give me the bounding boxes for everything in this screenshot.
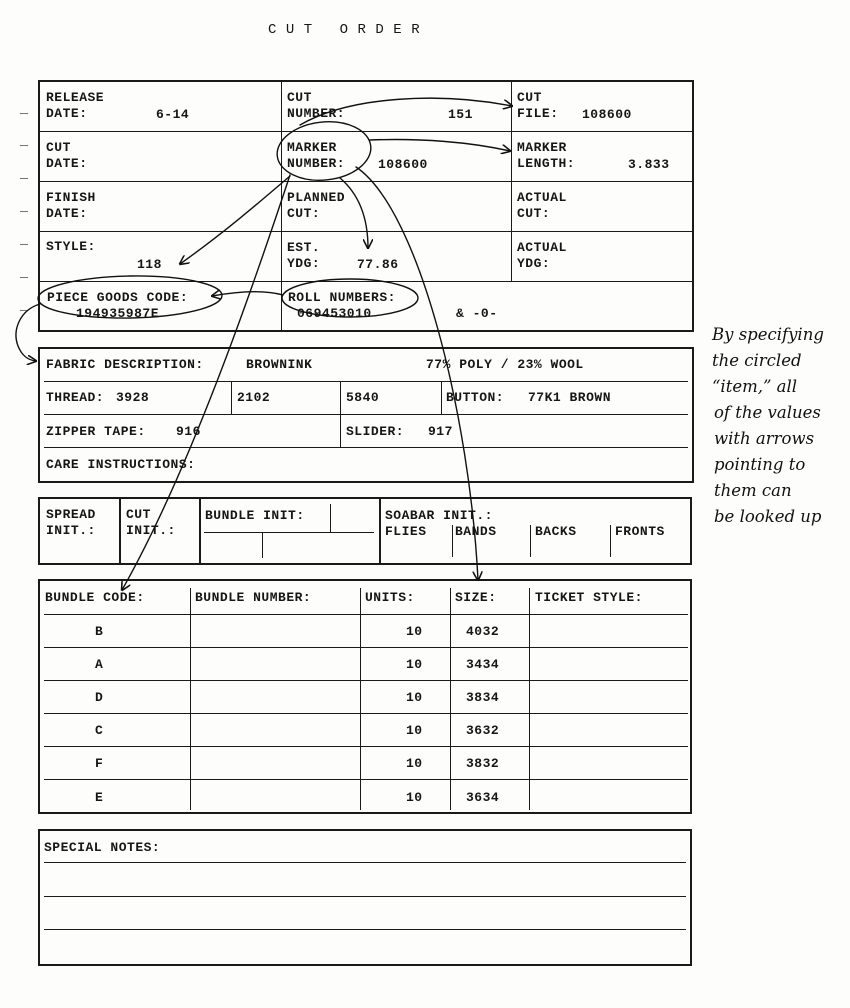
fabric-description-value: BROWNINK [246,357,313,372]
annotation-line: the circled [712,351,802,370]
style-value: 118 [137,257,162,272]
cut-init-label: CUT [126,507,151,522]
cut-number-value: 151 [448,107,473,122]
zipper-tape-value: 916 [176,424,201,439]
actual-ydg-label: ACTUAL [517,240,567,255]
units-cell: 10 [406,756,423,771]
bands-label: BANDS [455,524,497,539]
units-cell: 10 [406,624,423,639]
column-header: SIZE: [455,590,497,605]
piece-goods-circle [38,274,223,319]
arrow-to-size [356,167,478,580]
units-cell: 10 [406,690,423,705]
arrow-to-est-ydg [340,178,368,248]
marker-number-value: 108600 [378,157,428,172]
planned-cut-label: PLANNED [287,190,346,205]
bundle-code-cell: C [95,723,104,738]
units-cell: 10 [406,657,423,672]
column-header: TICKET STYLE: [535,590,643,605]
thread-value: 3928 [116,390,150,405]
size-cell: 3634 [466,790,500,805]
bundle-code-cell: A [95,657,104,672]
actual-ydg-label: YDG: [517,256,551,271]
cut-number-label: NUMBER: [287,106,346,121]
button-value: 77K1 BROWN [528,390,612,405]
slider-label: SLIDER: [346,424,405,439]
cut-init-label: INIT.: [126,523,176,538]
roll-numbers-value: 069453010 [297,306,372,321]
arrow-to-style [180,176,290,264]
column-header: UNITS: [365,590,415,605]
arrow-to-bundle-code [122,175,290,590]
page-title: CUT ORDER [268,22,430,38]
spread-init-label: SPREAD [46,507,96,522]
annotation-line: be looked up [714,507,822,526]
annotation-line: “item,” all [712,377,798,396]
arrow-to-fabric-description [16,304,40,361]
marker-number-label: NUMBER: [287,156,346,171]
slider-value: 917 [428,424,453,439]
zipper-tape-label: ZIPPER TAPE: [46,424,146,439]
soabar-init-label: SOABAR INIT.: [385,508,493,523]
finish-date-label: FINISH [46,190,96,205]
cut-file-value: 108600 [582,107,632,122]
button-label: BUTTON: [446,390,505,405]
annotation-line: of the values [714,403,821,422]
arrow-to-cut-file [300,98,512,125]
actual-cut-label: CUT: [517,206,551,221]
special-notes-label: SPECIAL NOTES: [44,840,161,855]
cut-date-label: DATE: [46,156,88,171]
est-ydg-label: YDG: [287,256,321,271]
marker-length-label: LENGTH: [517,156,576,171]
units-cell: 10 [406,790,423,805]
est-ydg-value: 77.86 [357,257,399,272]
piece-goods-value: 194935987E [76,306,160,321]
bundle-code-cell: B [95,624,104,639]
annotation-line: By specifying [712,325,824,344]
marker-number-circle [274,117,374,185]
marker-length-label: MARKER [517,140,567,155]
cut-number-label: CUT [287,90,312,105]
bundle-code-cell: E [95,790,104,805]
care-instructions-label: CARE INSTRUCTIONS: [46,457,196,472]
size-cell: 4032 [466,624,500,639]
est-ydg-label: EST. [287,240,321,255]
spread-init-label: INIT.: [46,523,96,538]
annotation-line: pointing to [714,455,806,474]
size-cell: 3632 [466,723,500,738]
thread-label: THREAD: [46,390,105,405]
planned-cut-label: CUT: [287,206,321,221]
units-cell: 10 [406,723,423,738]
annotation-line: with arrows [714,429,815,448]
thread-value: 5840 [346,390,380,405]
marker-length-value: 3.833 [628,157,670,172]
column-header: BUNDLE NUMBER: [195,590,312,605]
roll-numbers-suffix: & -0- [456,306,498,321]
fabric-description-label: FABRIC DESCRIPTION: [46,357,204,372]
bundle-code-cell: D [95,690,104,705]
finish-date-label: DATE: [46,206,88,221]
actual-cut-label: ACTUAL [517,190,567,205]
size-cell: 3834 [466,690,500,705]
cut-date-label: CUT [46,140,71,155]
bundle-init-label: BUNDLE INIT: [205,508,305,523]
style-label: STYLE: [46,239,96,254]
cut-file-label: FILE: [517,106,559,121]
size-cell: 3434 [466,657,500,672]
thread-value: 2102 [237,390,271,405]
fronts-label: FRONTS [615,524,665,539]
column-header: BUNDLE CODE: [45,590,145,605]
release-date-value: 6-14 [156,107,190,122]
release-date-label: RELEASE [46,90,105,105]
arrow-to-marker-length [370,139,510,151]
marker-number-label: MARKER [287,140,337,155]
release-date-label: DATE: [46,106,88,121]
piece-goods-label: PIECE GOODS CODE: [47,290,189,305]
size-cell: 3832 [466,756,500,771]
roll-numbers-circle [282,279,418,317]
backs-label: BACKS [535,524,577,539]
flies-label: FLIES [385,524,427,539]
roll-numbers-label: ROLL NUMBERS: [288,290,396,305]
fabric-composition: 77% POLY / 23% WOOL [426,357,584,372]
annotation-line: them can [714,481,792,500]
bundle-code-cell: F [95,756,104,771]
cut-file-label: CUT [517,90,542,105]
